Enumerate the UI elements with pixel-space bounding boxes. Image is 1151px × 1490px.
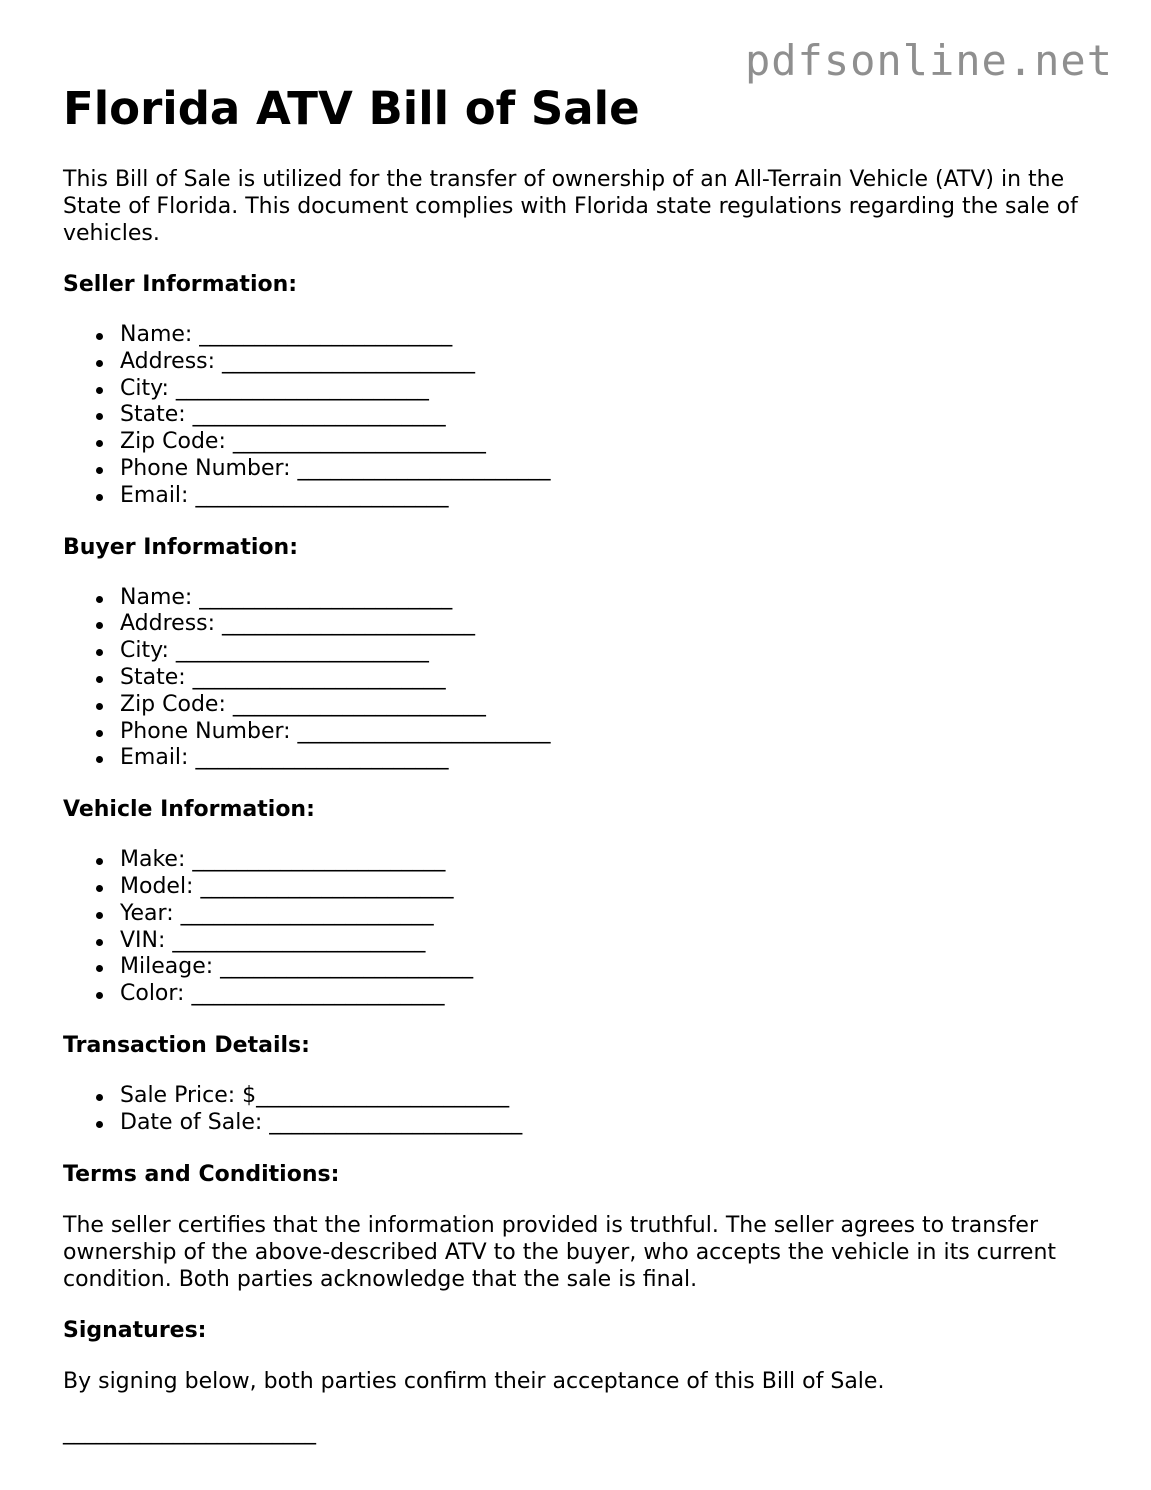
- vehicle-vin-field: VIN: _______________________: [120, 928, 1103, 955]
- buyer-zip-field: Zip Code: _______________________: [120, 692, 1103, 719]
- transaction-heading: Transaction Details:: [63, 1032, 310, 1058]
- buyer-name-field: Name: _______________________: [120, 585, 1103, 612]
- vehicle-make-field: Make: _______________________: [120, 847, 1103, 874]
- signatures-heading: Signatures:: [63, 1317, 207, 1343]
- sale-date-field: Date of Sale: _______________________: [120, 1110, 1103, 1137]
- vehicle-heading: Vehicle Information:: [63, 797, 315, 823]
- document-page: [63, 76, 1103, 1446]
- buyer-state-field: State: _______________________: [120, 665, 1103, 692]
- buyer-phone-field: Phone Number: _______________________: [120, 719, 1103, 746]
- buyer-heading: Buyer Information:: [63, 534, 298, 560]
- vehicle-mileage-field: Mileage: _______________________: [120, 954, 1103, 981]
- sale-price-field: Sale Price: $_______________________: [120, 1083, 1103, 1110]
- vehicle-year-field: Year: _______________________: [120, 901, 1103, 928]
- buyer-fields-list: [63, 585, 1103, 773]
- transaction-fields-list: [63, 1083, 1103, 1137]
- seller-city-field: City: _______________________: [120, 376, 1103, 403]
- seller-zip-field: Zip Code: _______________________: [120, 429, 1103, 456]
- terms-heading: Terms and Conditions:: [63, 1161, 340, 1187]
- intro-paragraph: This Bill of Sale is utilized for the transfer of ownership of an All-Terrain Vehicle (ATV) in the State of Florida. This document complies with Florida state regulations regarding the sale of vehicles.: [63, 167, 1078, 246]
- document-title: Florida ATV Bill of Sale: [63, 82, 640, 135]
- seller-name-field: Name: _______________________: [120, 322, 1103, 349]
- vehicle-model-field: Model: _______________________: [120, 874, 1103, 901]
- watermark: pdfsonline.net: [744, 36, 1113, 85]
- seller-fields-list: [63, 322, 1103, 510]
- signature-line: _______________________: [63, 1419, 316, 1445]
- vehicle-fields-list: [63, 847, 1103, 1008]
- seller-state-field: State: _______________________: [120, 402, 1103, 429]
- seller-email-field: Email: _______________________: [120, 483, 1103, 510]
- vehicle-color-field: Color: _______________________: [120, 981, 1103, 1008]
- terms-paragraph: The seller certifies that the information provided is truthful. The seller agrees to transfer ownership of the above-described ATV to the buyer, who accepts the vehicle in its current condition. Both parties acknowledge that the sale is final.: [63, 1212, 1057, 1292]
- buyer-email-field: Email: _______________________: [120, 745, 1103, 772]
- seller-address-field: Address: _______________________: [120, 349, 1103, 376]
- signatures-paragraph: By signing below, both parties confirm their acceptance of this Bill of Sale.: [63, 1368, 885, 1394]
- seller-phone-field: Phone Number: _______________________: [120, 456, 1103, 483]
- buyer-city-field: City: _______________________: [120, 638, 1103, 665]
- seller-heading: Seller Information:: [63, 272, 298, 297]
- buyer-address-field: Address: _______________________: [120, 611, 1103, 638]
